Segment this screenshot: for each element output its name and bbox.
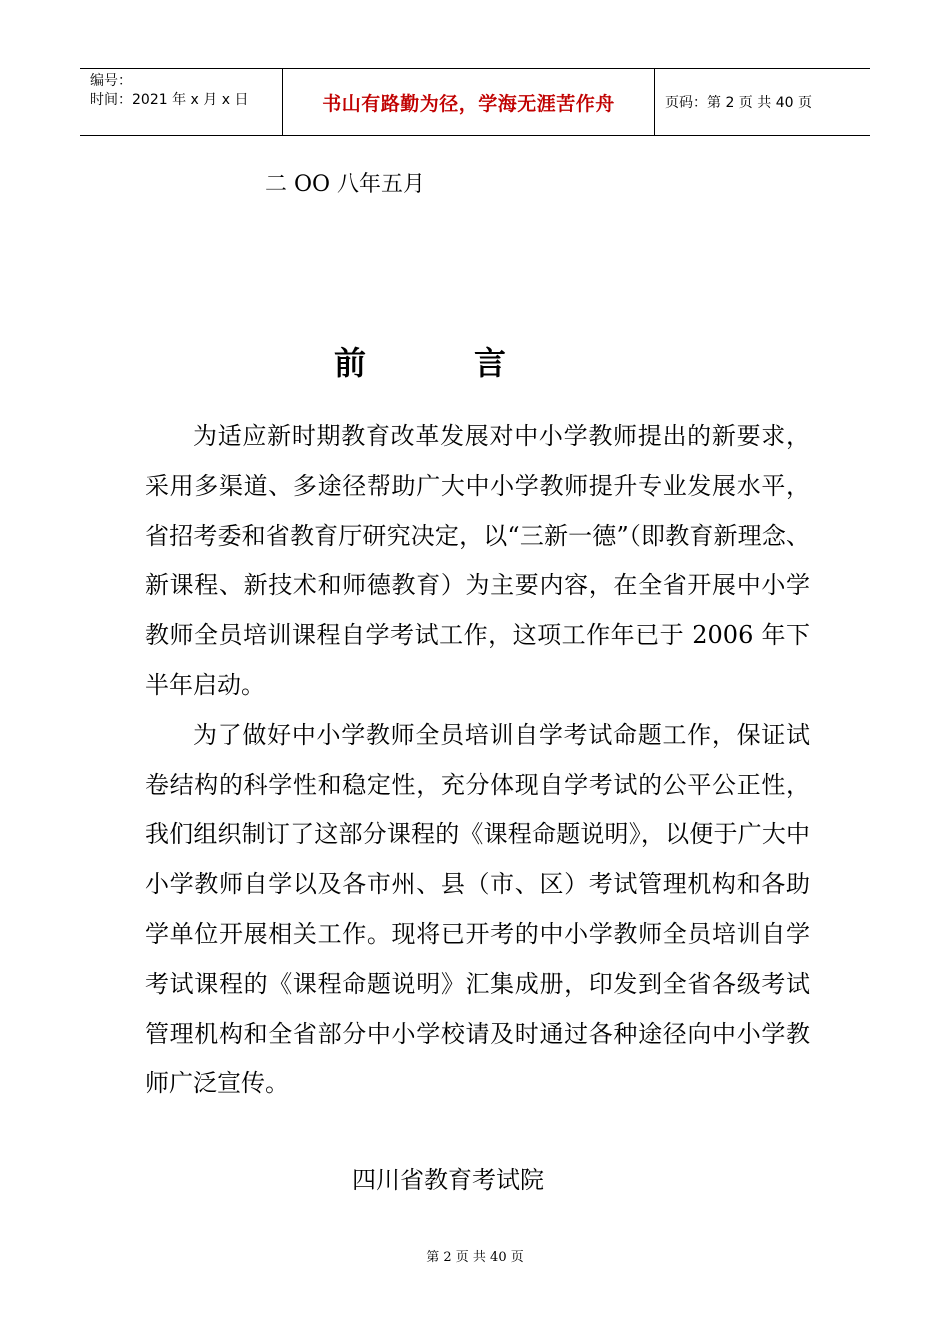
header-page-info: 页码：第 2 页 共 40 页	[665, 95, 812, 111]
page-footer: 第 2 页 共 40 页	[426, 1250, 524, 1265]
header-meta-cell	[80, 69, 282, 135]
body-text	[145, 412, 810, 1109]
code-label: 编号：	[90, 73, 132, 89]
title-char-2: 言	[474, 344, 507, 382]
paragraph-1: 为适应新时期教育改革发展对中小学教师提出的新要求，采用多渠道、多途径帮助广大中小学教师提升专业发展水平，省招考委和省教育厅研究决定，以“三新一德”（即教育新理念、新课程、新技术和师德教育）为主要内容，在全省开展中小学教师全员培训课程自学考试工作，这项工作年已于 2006 年下半年启动。	[145, 422, 810, 699]
page-title	[0, 338, 840, 384]
header-table	[80, 68, 870, 136]
date-line: 二 OO 八年五月	[265, 172, 426, 197]
date-label: 时间：2021 年 x 月 x 日	[90, 92, 249, 108]
title-char-1: 前	[333, 344, 366, 382]
signature: 四川省教育考试院	[352, 1166, 544, 1194]
header-motto: 书山有路勤为径，学海无涯苦作舟	[282, 69, 655, 135]
paragraph-2: 为了做好中小学教师全员培训自学考试命题工作，保证试卷结构的科学性和稳定性，充分体现自学考试的公平公正性，我们组织制订了这部分课程的《课程命题说明》，以便于广大中小学教师自学以及各市州、县（市、区）考试管理机构和各助学单位开展相关工作。现将已开考的中小学教师全员培训自学考试课程的《课程命题说明》汇集成册，印发到全省各级考试管理机构和全省部分中小学校请及时通过各种途径向中小学教师广泛宣传。	[145, 720, 810, 1098]
